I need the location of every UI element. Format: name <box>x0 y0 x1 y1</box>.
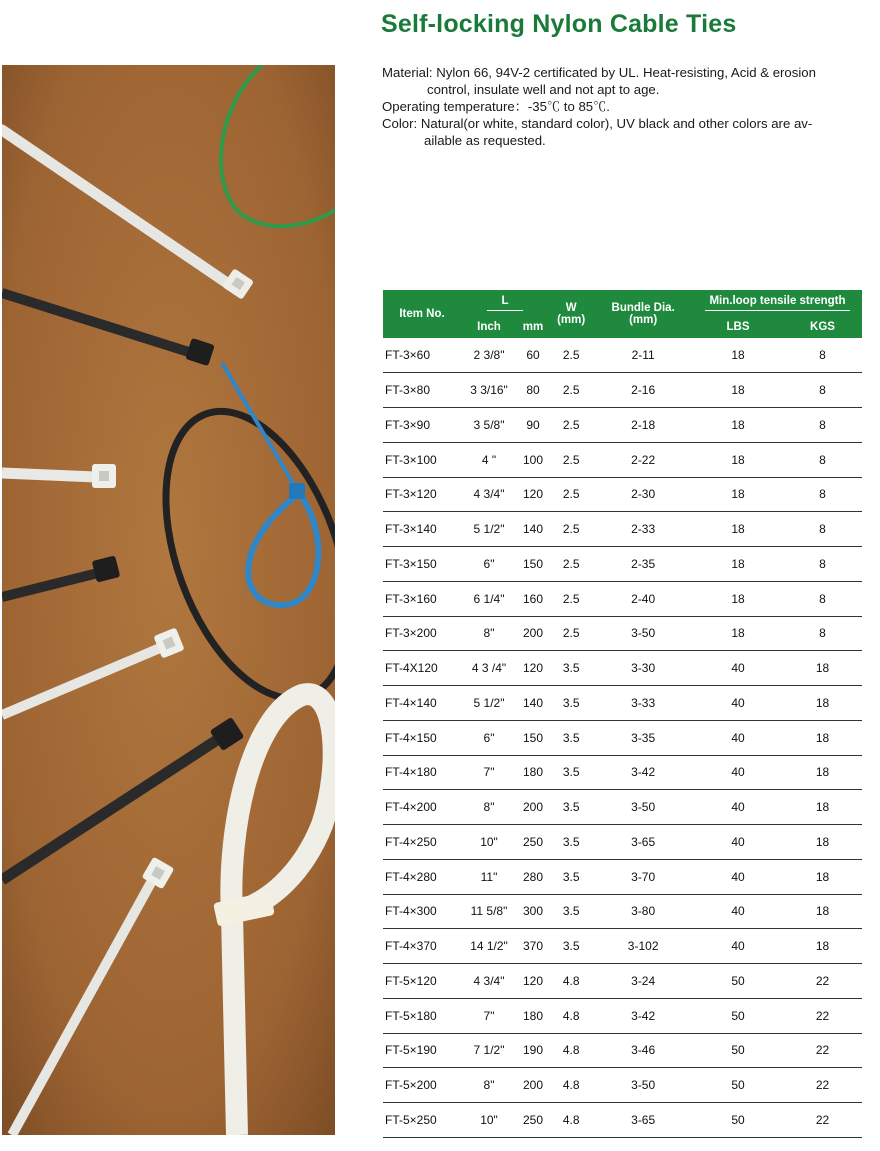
cell-bundle: 3-50 <box>593 790 693 825</box>
cell-inch: 7 1/2" <box>461 1033 517 1068</box>
table-row <box>383 651 862 686</box>
cell-bundle: 3-46 <box>593 1033 693 1068</box>
cell-kgs: 22 <box>783 1103 862 1138</box>
cell-mm: 180 <box>517 755 549 790</box>
cell-bundle: 3-35 <box>593 720 693 755</box>
header-strength: Min.loop tensile strength <box>693 290 862 316</box>
cell-bundle: 3-80 <box>593 894 693 929</box>
cell-kgs: 22 <box>783 1033 862 1068</box>
cell-mm: 370 <box>517 929 549 964</box>
product-description <box>382 64 877 149</box>
cell-item: FT-4×150 <box>383 720 461 755</box>
cell-bundle: 3-30 <box>593 651 693 686</box>
cell-lbs: 50 <box>693 998 783 1033</box>
cell-bundle: 3-70 <box>593 859 693 894</box>
cell-lbs: 50 <box>693 964 783 999</box>
cell-lbs: 50 <box>693 1068 783 1103</box>
cell-w: 3.5 <box>549 825 593 860</box>
cell-lbs: 18 <box>693 616 783 651</box>
cell-lbs: 40 <box>693 825 783 860</box>
table-row <box>383 616 862 651</box>
spec-table-body <box>383 338 862 1137</box>
cell-mm: 250 <box>517 825 549 860</box>
cell-inch: 8" <box>461 790 517 825</box>
cell-inch: 3 5/8" <box>461 408 517 443</box>
cell-mm: 150 <box>517 720 549 755</box>
cell-w: 3.5 <box>549 859 593 894</box>
cell-bundle: 2-30 <box>593 477 693 512</box>
cell-w: 2.5 <box>549 338 593 373</box>
cell-bundle: 3-42 <box>593 998 693 1033</box>
cell-inch: 5 1/2" <box>461 686 517 721</box>
header-kgs: KGS <box>783 316 862 338</box>
cell-w: 3.5 <box>549 651 593 686</box>
cell-w: 2.5 <box>549 408 593 443</box>
cell-lbs: 18 <box>693 338 783 373</box>
cell-inch: 11" <box>461 859 517 894</box>
cell-item: FT-4×370 <box>383 929 461 964</box>
cell-bundle: 3-65 <box>593 1103 693 1138</box>
cell-bundle: 3-33 <box>593 686 693 721</box>
cell-lbs: 40 <box>693 790 783 825</box>
cell-bundle: 2-11 <box>593 338 693 373</box>
cell-kgs: 8 <box>783 512 862 547</box>
cell-item: FT-4×250 <box>383 825 461 860</box>
cell-item: FT-4×140 <box>383 686 461 721</box>
cell-lbs: 40 <box>693 859 783 894</box>
cell-bundle: 2-33 <box>593 512 693 547</box>
cell-w: 2.5 <box>549 442 593 477</box>
cell-mm: 90 <box>517 408 549 443</box>
cell-bundle: 2-40 <box>593 581 693 616</box>
cell-item: FT-5×200 <box>383 1068 461 1103</box>
cell-mm: 300 <box>517 894 549 929</box>
cell-lbs: 50 <box>693 1103 783 1138</box>
cell-w: 3.5 <box>549 755 593 790</box>
cell-item: FT-3×160 <box>383 581 461 616</box>
cell-item: FT-3×100 <box>383 442 461 477</box>
table-row <box>383 408 862 443</box>
cell-item: FT-3×60 <box>383 338 461 373</box>
cell-w: 2.5 <box>549 477 593 512</box>
cell-item: FT-4×200 <box>383 790 461 825</box>
cell-lbs: 18 <box>693 547 783 582</box>
cell-item: FT-4X120 <box>383 651 461 686</box>
cell-lbs: 40 <box>693 755 783 790</box>
cell-kgs: 8 <box>783 477 862 512</box>
table-row <box>383 1033 862 1068</box>
cell-kgs: 18 <box>783 825 862 860</box>
cell-mm: 150 <box>517 547 549 582</box>
cell-lbs: 50 <box>693 1033 783 1068</box>
cell-lbs: 18 <box>693 373 783 408</box>
cell-lbs: 40 <box>693 929 783 964</box>
cell-w: 3.5 <box>549 790 593 825</box>
cell-mm: 280 <box>517 859 549 894</box>
cell-mm: 190 <box>517 1033 549 1068</box>
cell-w: 2.5 <box>549 616 593 651</box>
table-row <box>383 790 862 825</box>
cell-inch: 4 3/4" <box>461 964 517 999</box>
table-row <box>383 964 862 999</box>
table-row <box>383 755 862 790</box>
cell-item: FT-3×90 <box>383 408 461 443</box>
cell-lbs: 40 <box>693 720 783 755</box>
cell-mm: 200 <box>517 1068 549 1103</box>
color-text-cont: ailable as requested. <box>424 133 546 148</box>
cell-bundle: 2-16 <box>593 373 693 408</box>
color-text: Natural(or white, standard color), UV black and other colors are av- <box>420 116 813 131</box>
cell-inch: 10" <box>461 1103 517 1138</box>
cell-inch: 3 3/16" <box>461 373 517 408</box>
cell-item: FT-3×140 <box>383 512 461 547</box>
table-row <box>383 720 862 755</box>
cell-w: 3.5 <box>549 929 593 964</box>
cell-lbs: 40 <box>693 686 783 721</box>
cell-inch: 14 1/2" <box>461 929 517 964</box>
cell-item: FT-3×200 <box>383 616 461 651</box>
material-label: Material: <box>382 65 433 80</box>
cell-mm: 200 <box>517 790 549 825</box>
cell-inch: 2 3/8" <box>461 338 517 373</box>
cell-w: 4.8 <box>549 1103 593 1138</box>
cell-kgs: 8 <box>783 547 862 582</box>
cell-bundle: 3-50 <box>593 616 693 651</box>
cell-kgs: 18 <box>783 894 862 929</box>
cell-w: 2.5 <box>549 512 593 547</box>
cell-item: FT-4×300 <box>383 894 461 929</box>
cell-kgs: 18 <box>783 651 862 686</box>
cell-item: FT-3×120 <box>383 477 461 512</box>
cell-inch: 7" <box>461 755 517 790</box>
cell-inch: 6 1/4" <box>461 581 517 616</box>
table-row <box>383 477 862 512</box>
cell-inch: 8" <box>461 1068 517 1103</box>
cell-inch: 11 5/8" <box>461 894 517 929</box>
cell-item: FT-3×150 <box>383 547 461 582</box>
cell-kgs: 8 <box>783 581 862 616</box>
cell-w: 2.5 <box>549 581 593 616</box>
cell-mm: 160 <box>517 581 549 616</box>
temperature-text: Operating temperature：-35℃ to 85℃. <box>382 99 610 114</box>
cell-kgs: 8 <box>783 408 862 443</box>
cell-inch: 8" <box>461 616 517 651</box>
color-label: Color: <box>382 116 418 131</box>
table-row <box>383 512 862 547</box>
cell-mm: 120 <box>517 651 549 686</box>
cell-inch: 7" <box>461 998 517 1033</box>
cell-mm: 250 <box>517 1103 549 1138</box>
material-text-cont: control, insulate well and not apt to age. <box>427 82 660 97</box>
cell-w: 4.8 <box>549 998 593 1033</box>
table-row <box>383 1068 862 1103</box>
cell-bundle: 2-18 <box>593 408 693 443</box>
table-row <box>383 442 862 477</box>
table-row <box>383 929 862 964</box>
cell-mm: 60 <box>517 338 549 373</box>
cell-kgs: 18 <box>783 859 862 894</box>
table-row <box>383 825 862 860</box>
header-w: W (mm) <box>549 290 593 338</box>
table-row <box>383 859 862 894</box>
cell-inch: 10" <box>461 825 517 860</box>
cell-w: 4.8 <box>549 1068 593 1103</box>
cell-inch: 6" <box>461 720 517 755</box>
cell-bundle: 2-35 <box>593 547 693 582</box>
cell-kgs: 18 <box>783 790 862 825</box>
cell-mm: 120 <box>517 477 549 512</box>
cell-mm: 140 <box>517 686 549 721</box>
cell-inch: 4 3/4" <box>461 477 517 512</box>
cell-w: 2.5 <box>549 373 593 408</box>
cell-kgs: 8 <box>783 373 862 408</box>
cell-mm: 80 <box>517 373 549 408</box>
table-row <box>383 547 862 582</box>
cell-lbs: 18 <box>693 581 783 616</box>
cell-kgs: 22 <box>783 1068 862 1103</box>
cell-bundle: 3-102 <box>593 929 693 964</box>
cell-inch: 4 " <box>461 442 517 477</box>
header-lbs: LBS <box>693 316 783 338</box>
cell-bundle: 3-24 <box>593 964 693 999</box>
cell-bundle: 3-42 <box>593 755 693 790</box>
cell-kgs: 18 <box>783 720 862 755</box>
cell-mm: 180 <box>517 998 549 1033</box>
cell-kgs: 22 <box>783 964 862 999</box>
cell-lbs: 40 <box>693 894 783 929</box>
cell-bundle: 2-22 <box>593 442 693 477</box>
cell-kgs: 18 <box>783 755 862 790</box>
cell-kgs: 8 <box>783 442 862 477</box>
cell-mm: 200 <box>517 616 549 651</box>
cell-w: 3.5 <box>549 720 593 755</box>
cell-item: FT-5×190 <box>383 1033 461 1068</box>
table-row <box>383 1103 862 1138</box>
cell-w: 3.5 <box>549 686 593 721</box>
table-row <box>383 373 862 408</box>
cell-item: FT-4×180 <box>383 755 461 790</box>
header-item-no: Item No. <box>383 290 461 338</box>
cell-inch: 4 3 /4" <box>461 651 517 686</box>
cell-lbs: 18 <box>693 442 783 477</box>
header-mm: mm <box>517 316 549 338</box>
cell-w: 4.8 <box>549 1033 593 1068</box>
table-row <box>383 998 862 1033</box>
cell-bundle: 3-50 <box>593 1068 693 1103</box>
cell-kgs: 18 <box>783 929 862 964</box>
header-l: L <box>461 290 549 316</box>
cell-lbs: 18 <box>693 477 783 512</box>
cell-item: FT-5×250 <box>383 1103 461 1138</box>
material-text: Nylon 66, 94V-2 certificated by UL. Heat-resisting, Acid & erosion <box>436 65 816 80</box>
cell-mm: 140 <box>517 512 549 547</box>
cell-w: 3.5 <box>549 894 593 929</box>
cable-ties-photo <box>2 65 335 1135</box>
cell-w: 4.8 <box>549 964 593 999</box>
table-row <box>383 686 862 721</box>
header-inch: Inch <box>461 316 517 338</box>
cell-w: 2.5 <box>549 547 593 582</box>
cell-item: FT-5×180 <box>383 998 461 1033</box>
cell-lbs: 40 <box>693 651 783 686</box>
cell-item: FT-5×120 <box>383 964 461 999</box>
header-bundle: Bundle Dia. (mm) <box>593 290 693 338</box>
cell-kgs: 18 <box>783 686 862 721</box>
cell-bundle: 3-65 <box>593 825 693 860</box>
table-row <box>383 338 862 373</box>
cell-mm: 100 <box>517 442 549 477</box>
cell-kgs: 8 <box>783 616 862 651</box>
cell-item: FT-3×80 <box>383 373 461 408</box>
cell-lbs: 18 <box>693 512 783 547</box>
cell-kgs: 22 <box>783 998 862 1033</box>
cell-lbs: 18 <box>693 408 783 443</box>
cell-inch: 5 1/2" <box>461 512 517 547</box>
cell-mm: 120 <box>517 964 549 999</box>
cell-kgs: 8 <box>783 338 862 373</box>
table-row <box>383 581 862 616</box>
page-title: Self-locking Nylon Cable Ties <box>381 10 737 38</box>
cell-inch: 6" <box>461 547 517 582</box>
table-row <box>383 894 862 929</box>
cell-item: FT-4×280 <box>383 859 461 894</box>
spec-table <box>383 290 862 1138</box>
